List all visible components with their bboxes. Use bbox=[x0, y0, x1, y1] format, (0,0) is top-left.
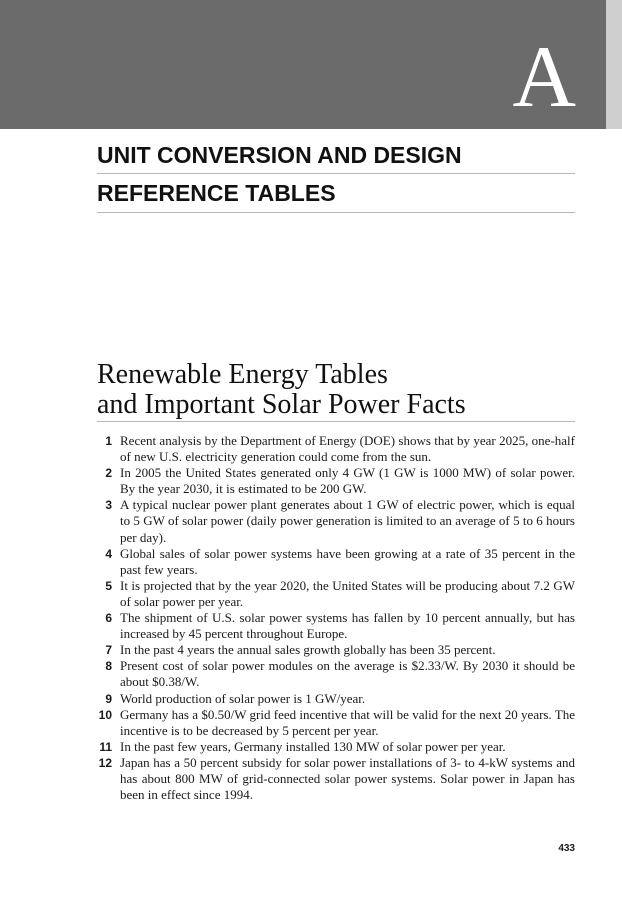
fact-text: In the past few years, Germany installed 130 MW of solar power per year. bbox=[120, 738, 506, 754]
fact-item bbox=[97, 739, 575, 755]
fact-item bbox=[97, 546, 575, 578]
fact-item bbox=[97, 497, 575, 545]
fact-number: 12 bbox=[98, 755, 112, 770]
fact-text: Recent analysis by the Department of Energy (DOE) shows that by year 2025, one-half of new U.S. electricity generation could come from the sun. bbox=[120, 433, 575, 465]
fact-text: Japan has a 50 percent subsidy for solar power installations of 3- to 4-kW systems and has about 800 MW of grid-connected solar power systems. Solar power in Japan has been in effect since 1994. bbox=[120, 754, 575, 803]
fact-number: 11 bbox=[99, 739, 112, 754]
fact-number: 1 bbox=[105, 434, 112, 448]
fact-item bbox=[97, 433, 575, 465]
fact-number: 4 bbox=[105, 546, 112, 561]
section-title bbox=[97, 360, 575, 420]
page-number: 433 bbox=[558, 843, 575, 854]
title-divider bbox=[97, 212, 575, 213]
section-divider bbox=[97, 421, 575, 422]
fact-item bbox=[97, 658, 575, 690]
fact-item bbox=[97, 578, 575, 610]
fact-text: Global sales of solar power systems have been growing at a rate of 35 percent in the past few years. bbox=[120, 545, 575, 577]
fact-number: 8 bbox=[105, 659, 112, 674]
fact-number: 2 bbox=[105, 466, 112, 481]
chapter-letter: A bbox=[512, 29, 576, 126]
fact-text: Present cost of solar power modules on the average is $2.33/W. By 2030 it should be about $0.38/W. bbox=[120, 658, 575, 690]
fact-number: 9 bbox=[105, 691, 112, 706]
fact-number: 5 bbox=[105, 578, 112, 593]
fact-item bbox=[97, 465, 575, 497]
fact-number: 6 bbox=[105, 611, 112, 626]
fact-text: World production of solar power is 1 GW/year. bbox=[120, 690, 366, 706]
fact-item bbox=[97, 642, 575, 658]
section-title-line-2: and Important Solar Power Facts bbox=[97, 389, 466, 420]
chapter-title-line-2: REFERENCE TABLES bbox=[97, 180, 336, 206]
fact-item bbox=[97, 610, 575, 642]
fact-item bbox=[97, 691, 575, 707]
fact-text: It is projected that by the year 2020, the United States will be producing about 7.2 GW of solar power per year. bbox=[120, 577, 575, 609]
title-divider bbox=[97, 173, 575, 174]
fact-text: A typical nuclear power plant generates about 1 GW of electric power, which is equal to 5 GW of solar power (daily power generation is limited to an average of 5 to 6 hours per day). bbox=[120, 497, 575, 545]
fact-text: In 2005 the United States generated only 4 GW (1 GW is 1000 MW) of solar power. By the year 2030, it is estimated to be 200 GW. bbox=[120, 465, 575, 497]
fact-item bbox=[97, 755, 575, 803]
fact-text: The shipment of U.S. solar power systems has fallen by 10 percent annually, but has increased by 45 percent throughout Europe. bbox=[120, 610, 575, 642]
fact-number: 3 bbox=[105, 498, 112, 513]
facts-list bbox=[97, 433, 575, 803]
fact-text: In the past 4 years the annual sales growth globally has been 35 percent. bbox=[120, 642, 496, 658]
chapter-thumb-tab bbox=[606, 0, 622, 129]
fact-number: 10 bbox=[98, 707, 112, 722]
fact-text: Germany has a $0.50/W grid feed incentive that will be valid for the next 20 years. The incentive is to be decreased by 5 percent per year. bbox=[120, 706, 575, 738]
chapter-title-line-1: UNIT CONVERSION AND DESIGN bbox=[97, 142, 462, 168]
fact-item bbox=[97, 707, 575, 739]
section-title-line-1: Renewable Energy Tables bbox=[97, 359, 388, 390]
fact-number: 7 bbox=[105, 643, 112, 658]
